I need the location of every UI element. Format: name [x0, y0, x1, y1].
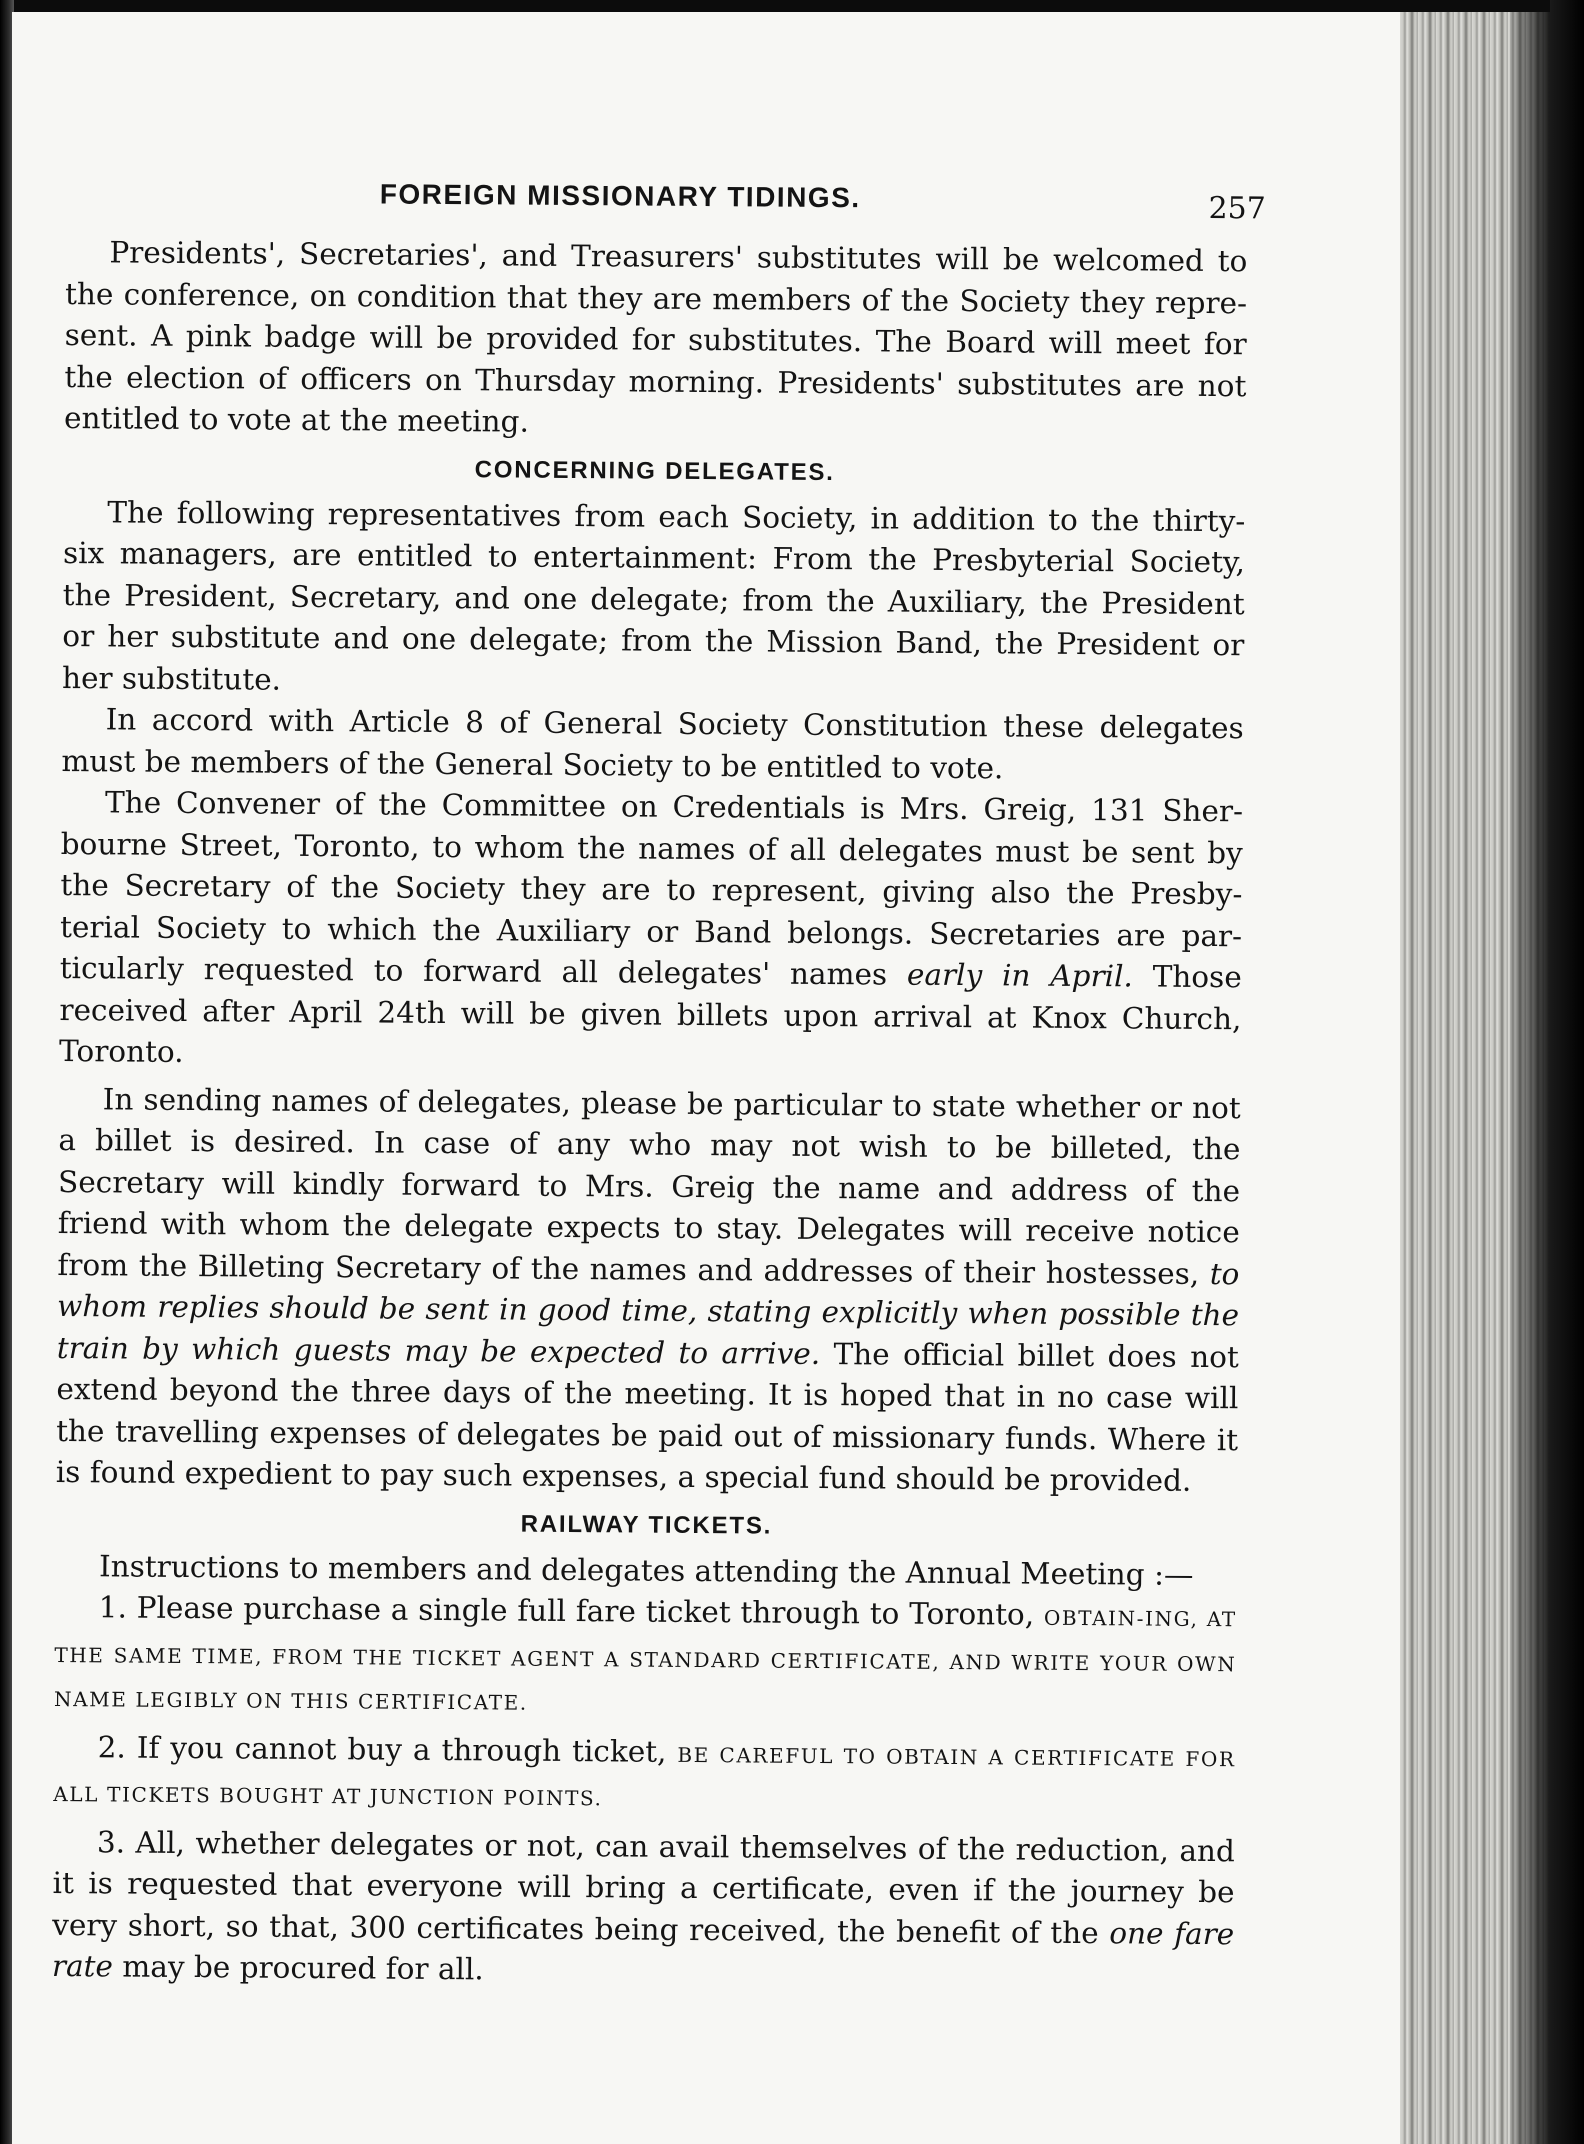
book-cover-edge [1550, 0, 1584, 2144]
billets-text-a: In sending names of delegates, please be particular to state whether or not a billet is desired. In case of any who may not wish to be billeted, the Secretary will kindly forward to Mrs. Greig the name and address of the friend with whom the delegate expects to stay. Delegates will receive notice from the Billeting Secretary of the names and addresses of their hostesses, [57, 1081, 1241, 1291]
item-3-emphasis: one fare rate [51, 1915, 1235, 1984]
running-head-title: FOREIGN MISSIONARY TIDINGS. [379, 178, 861, 214]
instruction-item-1 [54, 1587, 1237, 1730]
convener-emphasis: early in April. [906, 957, 1134, 994]
instruction-item-3 [52, 1821, 1235, 1996]
running-head [66, 176, 1266, 241]
paragraph-instructions: Instructions to members and delegates attending the Annual Meeting :— [98, 1548, 1194, 1592]
heading-railway-tickets: RAILWAY TICKETS. [520, 1510, 773, 1540]
page-stack-edges [1400, 12, 1550, 2144]
heading-concerning-delegates: CONCERNING DELEGATES. [474, 455, 835, 486]
item-1-small-caps: OBTAIN-ING, AT THE SAME TIME, FROM THE TICKET AGENT A STANDARD CERTIFICATE, AND WRITE YOUR OWN NAME LEGIBLY ON THIS CERTIFICATE. [53, 1605, 1237, 1715]
billets-text-b: The official billet does not extend beyond the three days of the meeting. It is hoped that in no case will the travelling expenses of delegates be paid out of missionary funds. Where it is found expedient to pay such expenses, a special fund should be provided. [55, 1336, 1239, 1498]
paragraph-article-8: In accord with Article 8 of General Society Constitution these delegates must be members of the General Society to be entitled to vote. [61, 702, 1244, 785]
billets-emphasis: to whom replies should be sent in good time, stating explicitly when possible the train by which guests may be expected to arrive. [56, 1256, 1240, 1371]
page-number: 257 [1208, 190, 1266, 227]
item-3-text-b: may be procured for all. [112, 1949, 484, 1987]
paragraph-substitutes: Presidents', Secretaries', and Treasurers' substitutes will be welcomed to the conference, on condition that they are members of the Society they repre-sent. A pink badge will be provided for substitutes. The Board will meet for the election of officers on Thursday morning. Presidents' substitutes are not entitled to vote at the meeting. [63, 235, 1248, 439]
convener-text-a: The Convener of the Committee on Credentials is Mrs. Greig, 131 Sher-bourne Street, Toronto, to whom the names of all delegates must be sent by the Secretary of the Society they are to represent, giving also the Presby-terial Society to which the Auxiliary or Band belongs. Secretaries are par-ticularly requested to forward all delegates' names [59, 785, 1244, 992]
item-2-small-caps: BE CAREFUL TO OBTAIN A CERTIFICATE FOR ALL TICKETS BOUGHT AT JUNCTION POINTS. [53, 1742, 1236, 1811]
item-1-text: 1. Please purchase a single full fare ticket through to Toronto, [98, 1590, 1045, 1632]
paragraph-representatives: The following representatives from each Society, in addition to the thirty-six managers, are entitled to entertainment: From the Presbyterial Society, the President, Secretary, and one delegate; from the Auxiliary, the President or her substitute and one delegate; from the Mission Band, the President or her substitute. [61, 494, 1246, 697]
page-text-column [51, 176, 1266, 1997]
instruction-item-2 [53, 1726, 1236, 1824]
convener-text-b: Those received after April 24th will be given billets upon arrival at Knox Church, Toronto. [58, 959, 1242, 1069]
paragraph-convener [59, 782, 1243, 1082]
paragraph-billets [56, 1078, 1241, 1502]
item-3-text-a: 3. All, whether delegates or not, can avail themselves of the reduction, and it is requested that everyone will bring a certificate, even if the journey be very short, so that, 300 certificates being received, the benefit of the [52, 1824, 1236, 1950]
item-2-text: 2. If you cannot buy a through ticket, [97, 1729, 678, 1769]
